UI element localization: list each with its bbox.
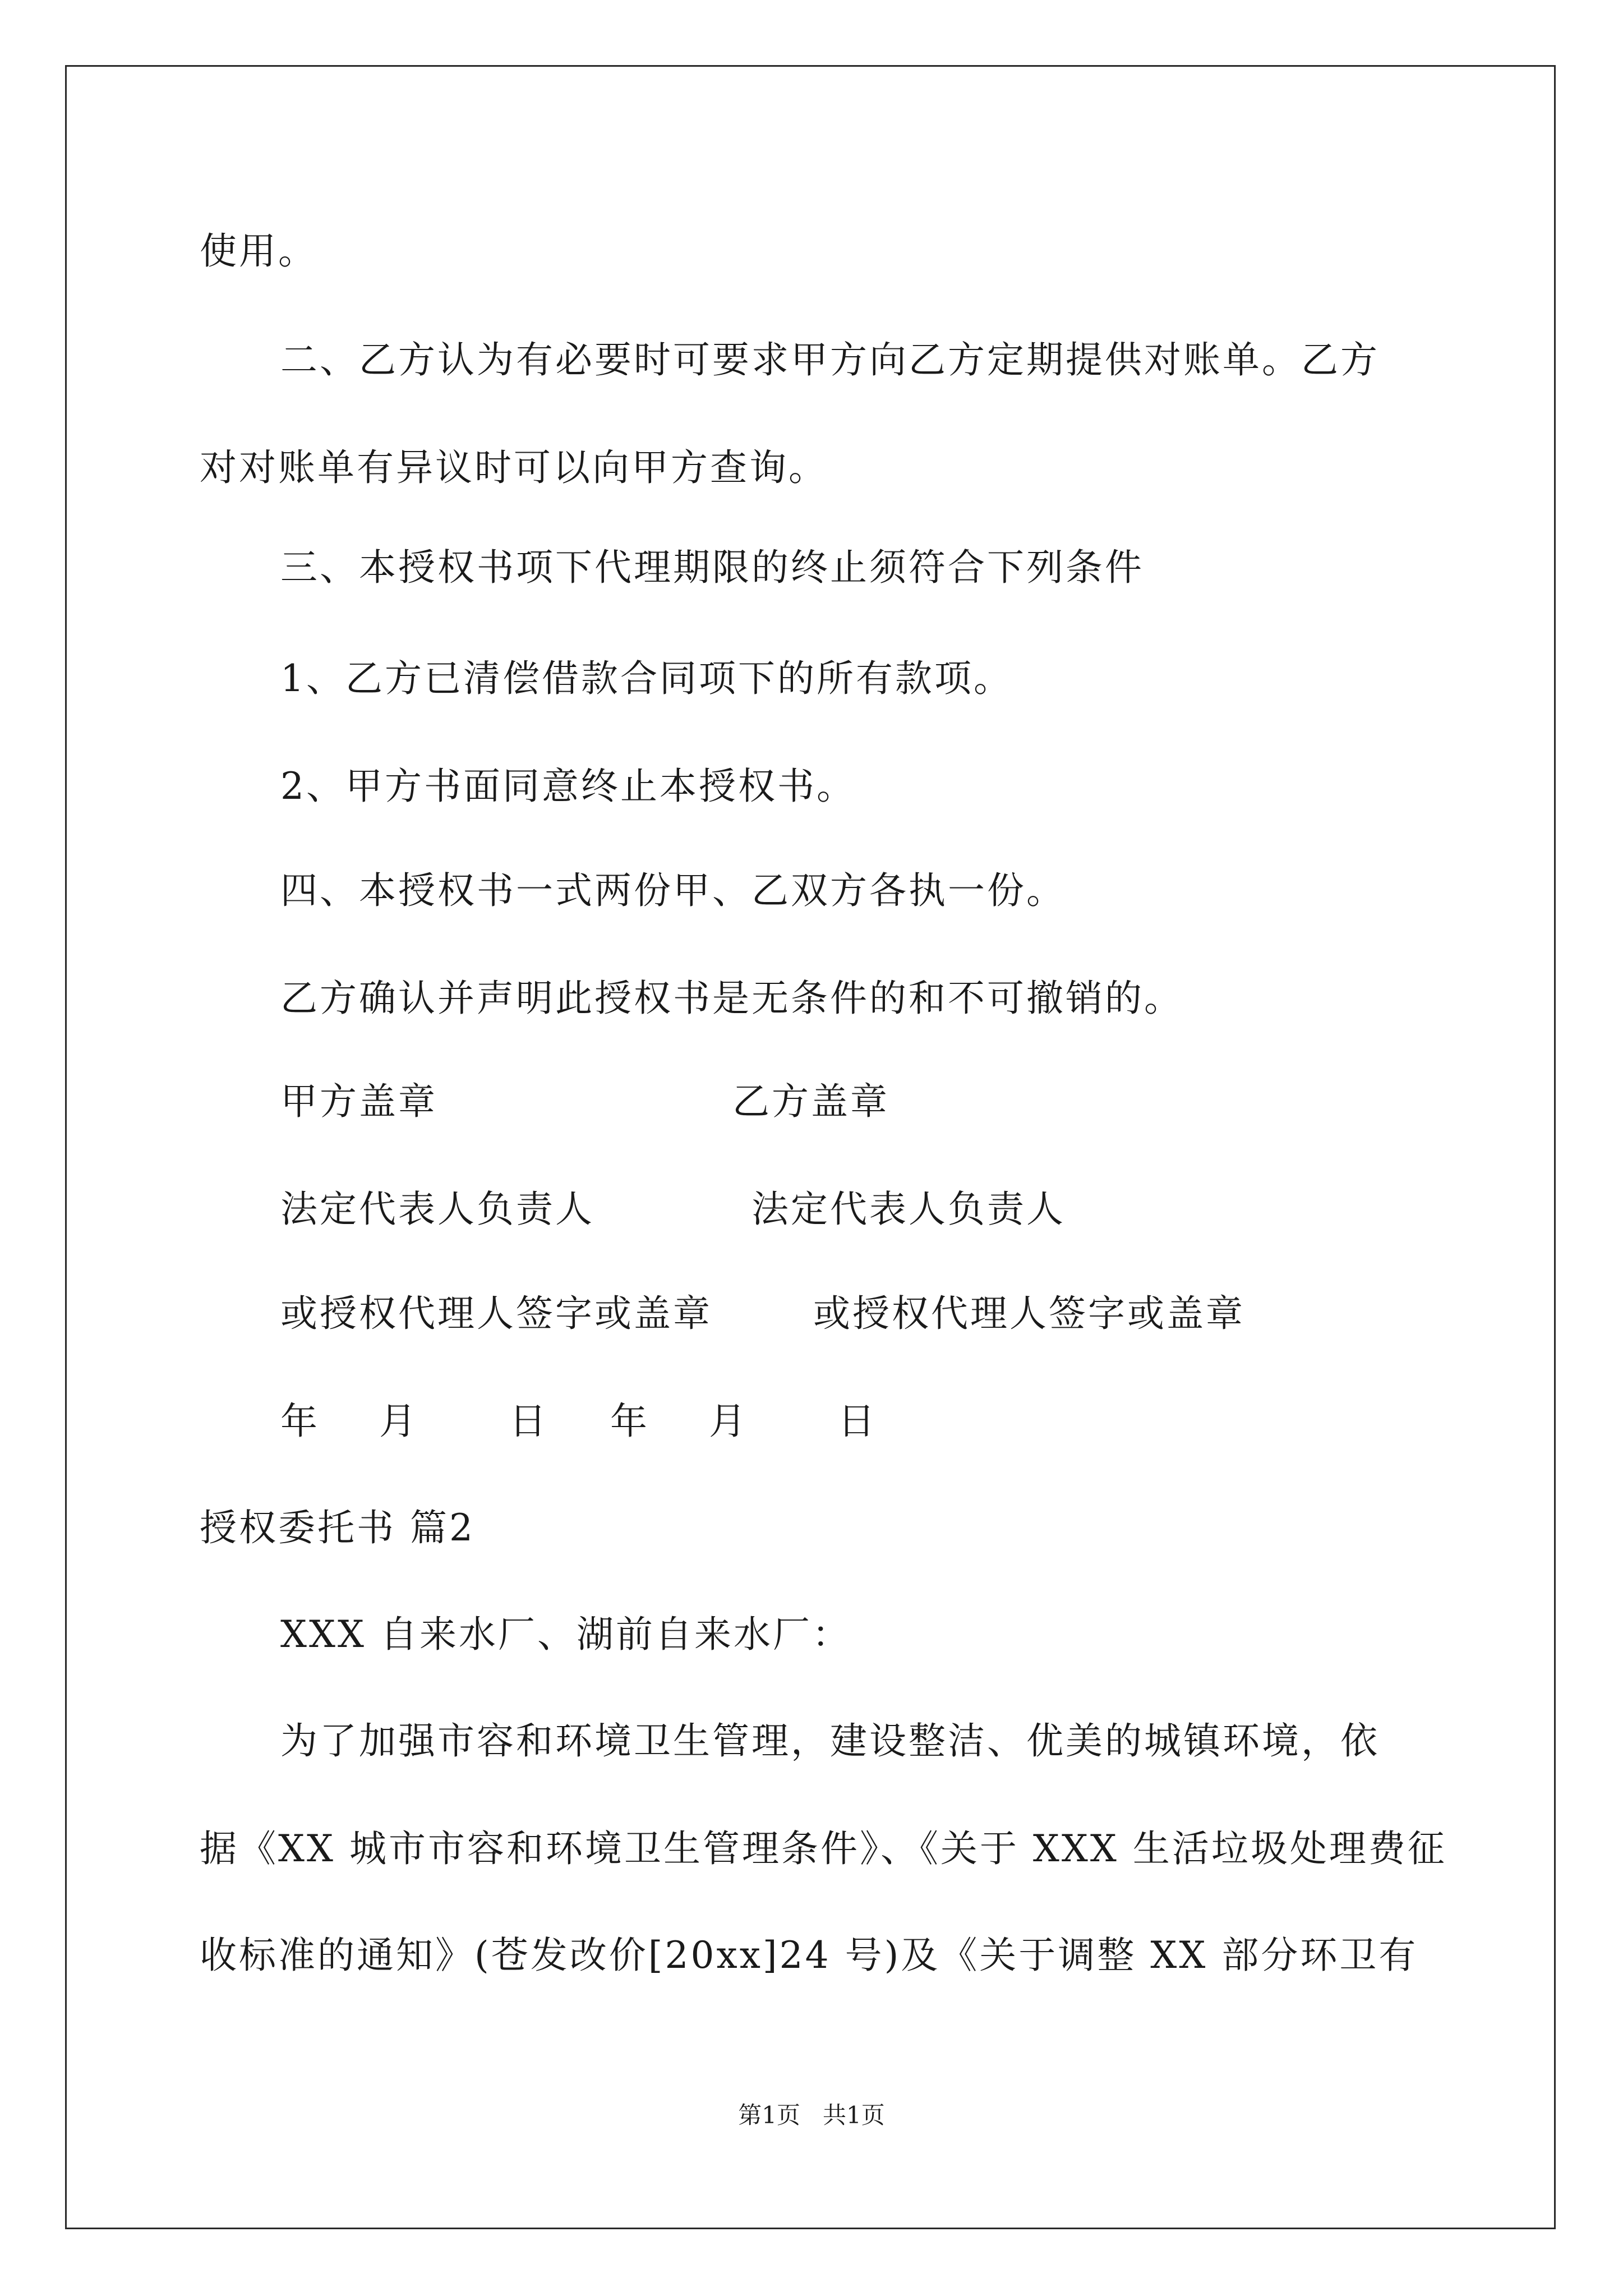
text-line: 2、甲方书面同意终止本授权书。 [280,765,856,808]
text-line: 四、本授权书一式两份甲、乙双方各执一份。 [280,869,1066,912]
date-month-b: 月 [709,1400,746,1443]
text-line: 三、本授权书项下代理期限的终止须符合下列条件 [280,546,1144,589]
text-line: 1、乙方已清偿借款合同项下的所有款项。 [280,657,1013,700]
text-line: 二、乙方认为有必要时可要求甲方向乙方定期提供对账单。乙方 [280,338,1380,381]
party-b-representative: 法定代表人负责人 [751,1188,1066,1231]
party-b-signature: 或授权代理人签字或盖章 [813,1292,1245,1335]
section-heading: 授权委托书 篇2 [200,1506,475,1549]
addressee: XXX 自来水厂、湖前自来水厂： [280,1613,851,1656]
date-day-a: 日 [509,1400,546,1443]
party-a-seal: 甲方盖章 [280,1080,437,1123]
date-month-a: 月 [379,1400,416,1443]
date-day-b: 日 [838,1400,875,1443]
party-a-signature: 或授权代理人签字或盖章 [280,1292,712,1335]
text-line: 据《XX 城市市容和环境卫生管理条件》、《关于 XXX 生活垃圾处理费征 [200,1827,1447,1870]
text-line: 为了加强市容和环境卫生管理，建设整洁、优美的城镇环境，依 [280,1719,1380,1763]
text-line: 乙方确认并声明此授权书是无条件的和不可撤销的。 [280,977,1183,1020]
date-year-a: 年 [280,1400,317,1443]
text-line: 对对账单有异议时可以向甲方查询。 [200,446,828,489]
party-b-seal: 乙方盖章 [732,1080,889,1123]
page-footer: 第1页 共1页 [738,2101,885,2129]
page-border [65,65,1556,2229]
date-year-b: 年 [610,1400,647,1443]
party-a-representative: 法定代表人负责人 [280,1188,594,1231]
text-line: 收标准的通知》(苍发改价[20xx]24 号)及《关于调整 XX 部分环卫有 [200,1934,1418,1977]
text-line: 使用。 [200,229,317,273]
